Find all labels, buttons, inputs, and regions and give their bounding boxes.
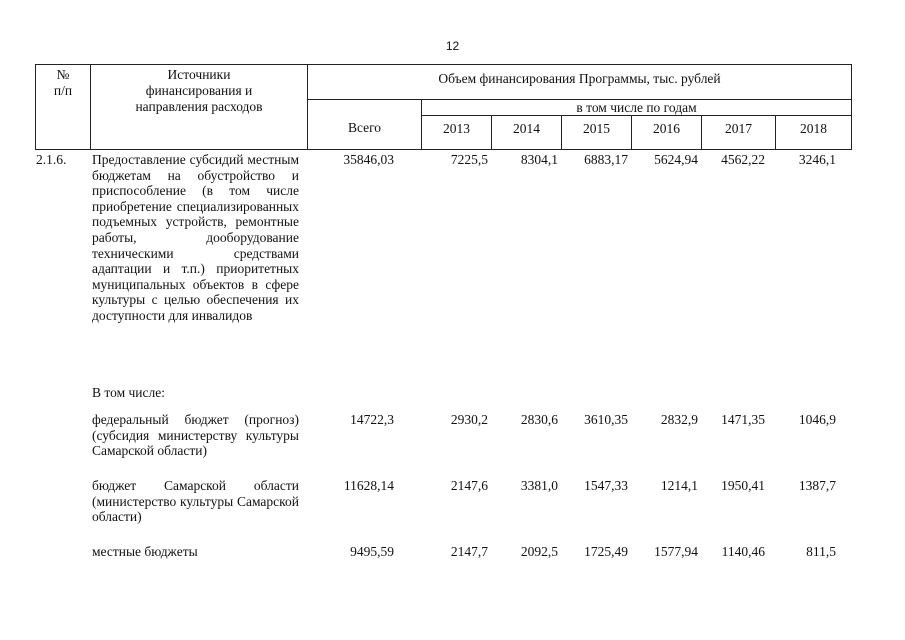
row-description: Предоставление субсидий местным бюджетам на обустройство и приспособление (в том числе приобретение специализированных подъемных устройств, ремонтные работы, дооборудование техническими средствами адаптации и т.п.) приоритетных муниципальных объектов в сфере культуры с целью обеспечения их доступности для инвалидов (92, 152, 299, 323)
header-year-2017: 2017 (725, 121, 752, 136)
row-value-2013: 2147,7 (450, 544, 488, 559)
row-value-2018: 1387,7 (798, 478, 836, 493)
row-value-2017: 1950,41 (721, 478, 765, 493)
row-value-2018: 811,5 (806, 544, 836, 559)
row-value-2014: 2092,5 (520, 544, 558, 559)
header-num: № п/п (53, 67, 73, 98)
page-number: 12 (445, 39, 460, 53)
row-value-2016: 1577,94 (654, 544, 698, 559)
row-value-2017: 4562,22 (721, 152, 765, 167)
header-year-2016: 2016 (653, 121, 680, 136)
row-value-2015: 6883,17 (584, 152, 628, 167)
row-value-2016: 2832,9 (660, 412, 698, 427)
row-value-2014: 3381,0 (520, 478, 558, 493)
row-value-2015: 1547,33 (584, 478, 628, 493)
header-year-2015: 2015 (583, 121, 610, 136)
header-source: Источники финансирования и направления расходов (135, 67, 263, 114)
row-total: 35846,03 (343, 152, 394, 167)
row-total: 14722,3 (350, 412, 394, 427)
row-value-2013: 2147,6 (450, 478, 488, 493)
row-description: В том числе: (92, 385, 165, 400)
row-value-2013: 7225,5 (450, 152, 488, 167)
row-value-2017: 1140,46 (721, 544, 765, 559)
row-description: федеральный бюджет (прогноз) (субсидия министерству культуры Самарской области) (92, 412, 299, 459)
row-value-2014: 2830,6 (520, 412, 558, 427)
row-value-2014: 8304,1 (520, 152, 558, 167)
row-value-2016: 5624,94 (654, 152, 698, 167)
header-year-2013: 2013 (443, 121, 470, 136)
header-total: Всего (347, 120, 382, 135)
row-value-2013: 2930,2 (450, 412, 488, 427)
header-volume: Объем финансирования Программы, тыс. рублей (438, 71, 721, 86)
row-value-2018: 3246,1 (798, 152, 836, 167)
row-value-2018: 1046,9 (798, 412, 836, 427)
header-year-2018: 2018 (800, 121, 827, 136)
row-value-2015: 1725,49 (584, 544, 628, 559)
row-description: бюджет Самарской области (министерство культуры Самарской области) (92, 478, 299, 525)
row-value-2015: 3610,35 (584, 412, 628, 427)
row-value-2016: 1214,1 (660, 478, 698, 493)
row-description: местные бюджеты (92, 544, 198, 559)
row-total: 9495,59 (350, 544, 394, 559)
row-total: 11628,14 (343, 478, 394, 493)
header-by-years: в том числе по годам (576, 100, 697, 115)
row-number: 2.1.6. (36, 152, 67, 167)
row-value-2017: 1471,35 (721, 412, 765, 427)
header-year-2014: 2014 (513, 121, 540, 136)
